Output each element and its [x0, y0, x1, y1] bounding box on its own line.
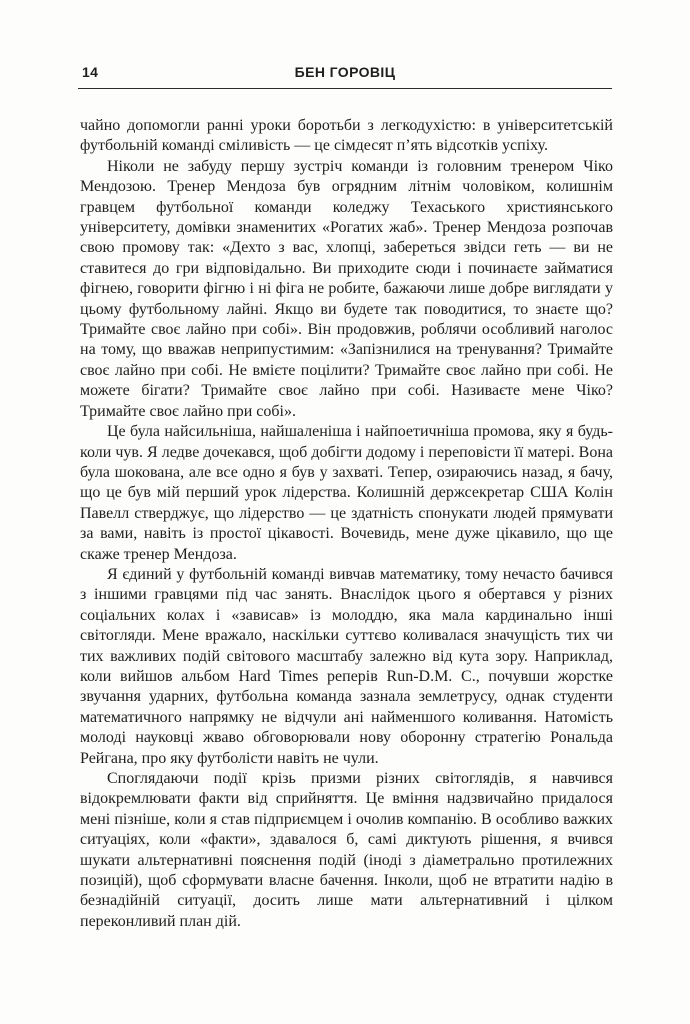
running-head-title: БЕН ГОРОВІЦ [294, 64, 396, 80]
paragraph: Ніколи не забуду першу зустріч команди із головним тренером Чіко Мендозою. Тренер Мендоза був огрядним літнім чоловіком, колишнім гравцем футбольної команди коледжу Техаського християнського університету, домівки знаменитих «Рогатих жаб». Тренер Мендоза розпочав свою промову так: «Дехто з вас, хлопці, забереться звідси геть — ви не ставитеся до гри відповідально. Ви приходите сюди і починаєте займатися фігнею, говорити фігню і ні фіга не робите, бажаючи лише добре виглядати у цьому футбольному лайні. Якщо ви будете так поводитися, то знаєте що? Тримайте своє лайно при собі». Він продовжив, роблячи особливий наголос на тому, що вважав неприпустимим: «Запізнилися на тренування? Тримайте своє лайно при собі. Не вмієте поцілити? Тримайте своє лайно при собі. Не можете бігати? Тримайте своє лайно при собі. Називаєте мене Чіко? Тримайте своє лайно при собі». [80, 157, 613, 420]
page-number: 14 [82, 64, 99, 80]
body-text [80, 116, 613, 932]
header-rule [78, 88, 612, 89]
paragraph: чайно допомогли ранні уроки боротьби з легкодухістю: в університетській футбольній команді сміливість — це сімдесят п’ять відсотків успіху. [80, 117, 613, 155]
paragraph: Я єдиний у футбольній команді вивчав математику, тому нечасто бачився з іншими гравцями під час занять. Внаслідок цього я обертався у різних соціальних колах і «зависав» із молоддю, яка мала кардинально інші світогляди. Мене вражало, наскільки суттєво коливалася значущість тих чи тих важливих подій світового масштабу залежно від кута зору. Наприклад, коли вийшов альбом Hard Times реперів Run-D.M. C., почувши жорстке звучання ударних, футбольна команда зазнала землетрусу, однак студенти математичного напрямку не відчули ані найменшого коливання. Натомість молоді науковці жваво обговорювали нову оборонну стратегію Рональда Рейгана, про яку футболісти навіть не чули. [80, 565, 613, 767]
page-header [78, 62, 612, 82]
paragraph: Споглядаючи події крізь призми різних світоглядів, я навчився відокремлювати факти від сприйняття. Це вміння надзвичайно придалося мені пізніше, коли я став підприємцем і очолив компанію. В особливо важких ситуаціях, коли «факти», здавалося б, самі диктують рішення, я вчився шукати альтернативні пояснення подій (іноді з діаметрально протилежних позицій), щоб сформувати власне бачення. Інколи, щоб не втратити надію в безнадійній ситуації, досить лише мати альтернативний і цілком переконливий план дій. [80, 770, 613, 930]
paragraph: Це була найсильніша, найшаленіша і найпоетичніша промова, яку я будь-коли чув. Я ледве дочекався, щоб добігти додому і переповісти її матері. Вона була шокована, але все одно я був у захваті. Тепер, озираючись назад, я бачу, що це був мій перший урок лідерства. Колишній держсекретар США Колін Павелл стверджує, що лідерство — це здатність спонукати людей прямувати за вами, навіть із простої цікавості. Вочевидь, мене дуже цікавило, що ще скаже тренер Мендоза. [80, 423, 613, 563]
